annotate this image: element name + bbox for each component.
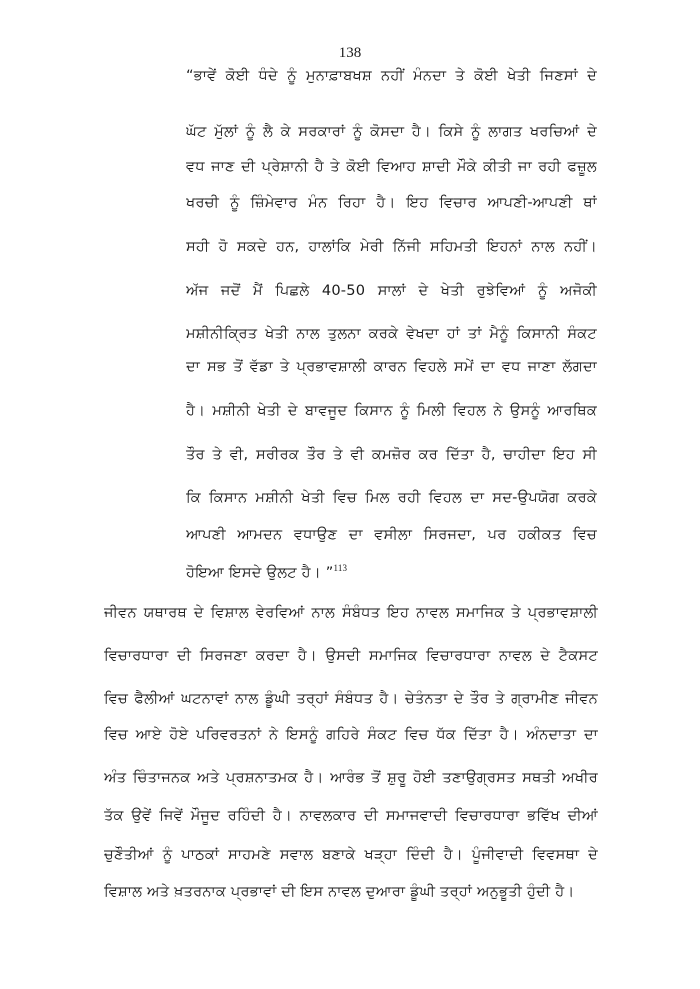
- paragraph-line: ਵਿਚ ਫੈਲੀਆਂ ਘਟਨਾਵਾਂ ਨਾਲ ਡੂੰਘੀ ਤਰ੍ਹਾਂ ਸੰਬੰਧਤ ਹੈ। ਚੇਤੰਨਤਾ ਦੇ ਤੌਰ ਤੇ ਗ੍ਰਾਮੀਣ ਜੀਵਨ: [104, 690, 598, 707]
- quote-line: “ਭਾਵੇਂ ਕੋਈ ਧੰਦੇ ਨੂੰ ਮੁਨਾਫ਼ਾਬਖਸ਼ ਨਹੀਂ ਮੰਨਦਾ ਤੇ ਕੋਈ ਖੇਤੀ ਜਿਣਸਾਂ ਦੇ: [186, 67, 597, 84]
- paragraph-line: ਚੁਣੌਤੀਆਂ ਨੂੰ ਪਾਠਕਾਂ ਸਾਹਮਣੇ ਸਵਾਲ ਬਣਾਕੇ ਖੜ੍ਹਾ ਦਿੰਦੀ ਹੈ। ਪੂੰਜੀਵਾਦੀ ਵਿਵਸਥਾ ਦੇ: [104, 846, 598, 863]
- page-number: 138: [338, 45, 362, 61]
- quote-last-line: [186, 563, 597, 583]
- quote-line: ਖਰਚੀ ਨੂੰ ਜ਼ਿੰਮੇਵਾਰ ਮੰਨ ਰਿਹਾ ਹੈ। ਇਹ ਵਿਚਾਰ ਆਪਣੀ-ਆਪਣੀ ਥਾਂ: [186, 194, 597, 211]
- paragraph-line: ਵਿਸ਼ਾਲ ਅਤੇ ਖ਼ਤਰਨਾਕ ਪ੍ਰਭਾਵਾਂ ਦੀ ਇਸ ਨਾਵਲ ਦੁਆਰਾ ਡੂੰਘੀ ਤਰ੍ਹਾਂ ਅਨੁਭੂਤੀ ਹੁੰਦੀ ਹੈ।: [104, 883, 575, 900]
- paragraph-line: ਅੰਤ ਚਿੰਤਾਜਨਕ ਅਤੇ ਪ੍ਰਸ਼ਨਾਤਮਕ ਹੈ। ਆਰੰਭ ਤੋਂ ਸ਼ੁਰੂ ਹੋਈ ਤਣਾਉਗ੍ਰਸਤ ਸਥਤੀ ਅਖੀਰ: [104, 769, 598, 786]
- quote-line: ਘੱਟ ਮੁੱਲਾਂ ਨੂੰ ਲੈ ਕੇ ਸਰਕਾਰਾਂ ਨੂੰ ਕੋਸਦਾ ਹੈ। ਕਿਸੇ ਨੂੰ ਲਾਗਤ ਖਰਚਿਆਂ ਦੇ: [186, 123, 597, 140]
- paragraph-line: ਜੀਵਨ ਯਥਾਰਥ ਦੇ ਵਿਸ਼ਾਲ ਵੇਰਵਿਆਂ ਨਾਲ ਸੰਬੰਧਤ ਇਹ ਨਾਵਲ ਸਮਾਜਿਕ ਤੇ ਪ੍ਰਭਾਵਸ਼ਾਲੀ: [104, 604, 598, 621]
- quote-line: ਤੌਰ ਤੇ ਵੀ, ਸਰੀਰਕ ਤੌਰ ਤੇ ਵੀ ਕਮਜ਼ੋਰ ਕਰ ਦਿੱਤਾ ਹੈ, ਚਾਹੀਦਾ ਇਹ ਸੀ: [186, 446, 597, 463]
- quote-line: ਅੱਜ ਜਦੋਂ ਮੈਂ ਪਿਛਲੇ 40-50 ਸਾਲਾਂ ਦੇ ਖੇਤੀ ਰੁਝੇਵਿਆਂ ਨੂੰ ਅਜੋਕੀ: [186, 282, 597, 299]
- quote-line: ਵਧ ਜਾਣ ਦੀ ਪ੍ਰੇਸ਼ਾਨੀ ਹੈ ਤੇ ਕੋਈ ਵਿਆਹ ਸ਼ਾਦੀ ਮੌਕੇ ਕੀਤੀ ਜਾ ਰਹੀ ਫਜ਼ੂਲ: [186, 158, 597, 175]
- quote-line: ਸਹੀ ਹੋ ਸਕਦੇ ਹਨ, ਹਾਲਾਂਕਿ ਮੇਰੀ ਨਿੱਜੀ ਸਹਿਮਤੀ ਇਹਨਾਂ ਨਾਲ ਨਹੀਂ।: [186, 238, 597, 255]
- quote-line-text: ਹੋਇਆ ਇਸਦੇ ਉਲਟ ਹੈ। ”: [186, 564, 334, 581]
- paragraph-line: ਤੱਕ ਉਵੇਂ ਜਿਵੇਂ ਮੌਜੂਦ ਰਹਿੰਦੀ ਹੈ। ਨਾਵਲਕਾਰ ਦੀ ਸਮਾਜਵਾਦੀ ਵਿਚਾਰਧਾਰਾ ਭਵਿੱਖ ਦੀਆਂ: [104, 807, 598, 824]
- quote-line: ਦਾ ਸਭ ਤੋਂ ਵੱਡਾ ਤੇ ਪ੍ਰਭਾਵਸ਼ਾਲੀ ਕਾਰਨ ਵਿਹਲੇ ਸਮੇਂ ਦਾ ਵਧ ਜਾਣਾ ਲੱਗਦਾ: [186, 358, 597, 375]
- paragraph-line: ਵਿਚਾਰਧਾਰਾ ਦੀ ਸਿਰਜਣਾ ਕਰਦਾ ਹੈ। ਉਸਦੀ ਸਮਾਜਿਕ ਵਿਚਾਰਧਾਰਾ ਨਾਵਲ ਦੇ ਟੈਕਸਟ: [104, 647, 598, 664]
- footnote-reference: 113: [333, 563, 348, 573]
- quote-line: ਕਿ ਕਿਸਾਨ ਮਸ਼ੀਨੀ ਖੇਤੀ ਵਿਚ ਮਿਲ ਰਹੀ ਵਿਹਲ ਦਾ ਸਦ-ਉਪਯੋਗ ਕਰਕੇ: [186, 489, 597, 506]
- quote-line: ਆਪਣੀ ਆਮਦਨ ਵਧਾਉਣ ਦਾ ਵਸੀਲਾ ਸਿਰਜਦਾ, ਪਰ ਹਕੀਕਤ ਵਿਚ: [186, 526, 597, 543]
- quote-line: ਮਸ਼ੀਨੀਕ੍ਰਿਤ ਖੇਤੀ ਨਾਲ ਤੁਲਨਾ ਕਰਕੇ ਵੇਖਦਾ ਹਾਂ ਤਾਂ ਮੈਨੂੰ ਕਿਸਾਨੀ ਸੰਕਟ: [186, 325, 597, 342]
- quote-line: ਹੈ। ਮਸ਼ੀਨੀ ਖੇਤੀ ਦੇ ਬਾਵਜੂਦ ਕਿਸਾਨ ਨੂੰ ਮਿਲੀ ਵਿਹਲ ਨੇ ਉਸਨੂੰ ਆਰਥਿਕ: [186, 402, 597, 419]
- paragraph-line: ਵਿਚ ਆਏ ਹੋਏ ਪਰਿਵਰਤਨਾਂ ਨੇ ਇਸਨੂੰ ਗਹਿਰੇ ਸੰਕਟ ਵਿਚ ਧੱਕ ਦਿੱਤਾ ਹੈ। ਅੰਨਦਾਤਾ ਦਾ: [104, 726, 598, 743]
